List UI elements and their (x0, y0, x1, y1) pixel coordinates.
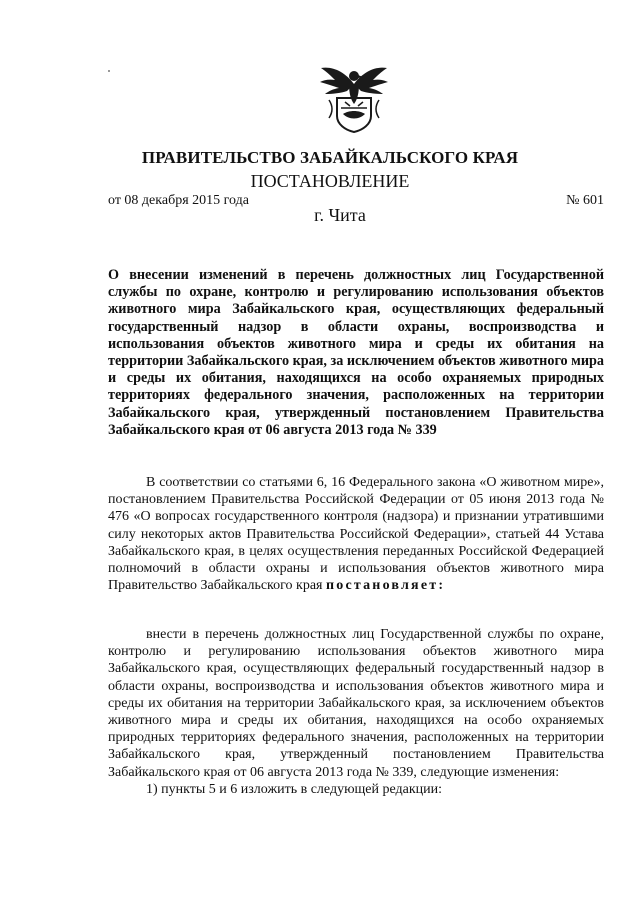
document-subject: О внесении изменений в перечень должностных лиц Государственной службы по охране, контролю и регулированию использования объектов животного мира Забайкальского края, осуществляющих федеральный государственный надзор в области охраны, воспроизводства и использования объектов животного мира и среды их обитания на территории Забайкальского края, за исключением объектов животного мира и среды их обитания, находящихся на особо охраняемых природных территориях федерального значения, расположенных на территории Забайкальского края, утвержденный постановлением Правительства Забайкальского края от 06 августа 2013 года № 339 (108, 267, 604, 438)
document-date: от 08 декабря 2015 года (108, 193, 249, 208)
document-number: № 601 (566, 193, 604, 208)
preamble-text: В соответствии со статьями 6, 16 Федерального закона «О животном мире», постановлением Правительства Российской Федерации от 05 июня 2013 года № 476 «О вопросах государственного контроля (надзора) и признании утратившими силу некоторых актов Правительства Российской Федерации», статьей 44 Устава Забайкальского края, в целях осуществления переданных Российской Федерацией полномочий в области охраны и использования объектов животного мира Правительство Забайкальского края (108, 475, 604, 594)
preamble (108, 474, 604, 594)
resolution-body (108, 626, 604, 798)
resolves-keyword: постановляет: (325, 578, 446, 594)
amendment-item-1: 1) пункты 5 и 6 изложить в следующей редакции: (146, 781, 443, 797)
scan-speck (108, 70, 110, 72)
government-title: ПРАВИТЕЛЬСТВО ЗАБАЙКАЛЬСКОГО КРАЯ (141, 148, 519, 167)
preamble-paragraph (108, 474, 604, 594)
document-type: ПОСТАНОВЛЕНИЕ (250, 171, 410, 191)
city-name: г. Чита (314, 205, 366, 225)
coat-of-arms-icon (315, 54, 393, 136)
body-paragraph: внести в перечень должностных лиц Государственной службы по охране, контролю и регулированию использования объектов животного мира Забайкальского края, осуществляющих федеральный государственный надзор в области охраны, воспроизводства и использования объектов животного мира и среды их обитания на территории Забайкальского края, за исключением объектов животного мира и среды их обитания, находящихся на особо охраняемых природных территориях федерального значения, расположенных на территории Забайкальского края, утвержденный постановлением Правительства Забайкальского края от 06 августа 2013 года № 339, следующие изменения: (108, 627, 604, 780)
